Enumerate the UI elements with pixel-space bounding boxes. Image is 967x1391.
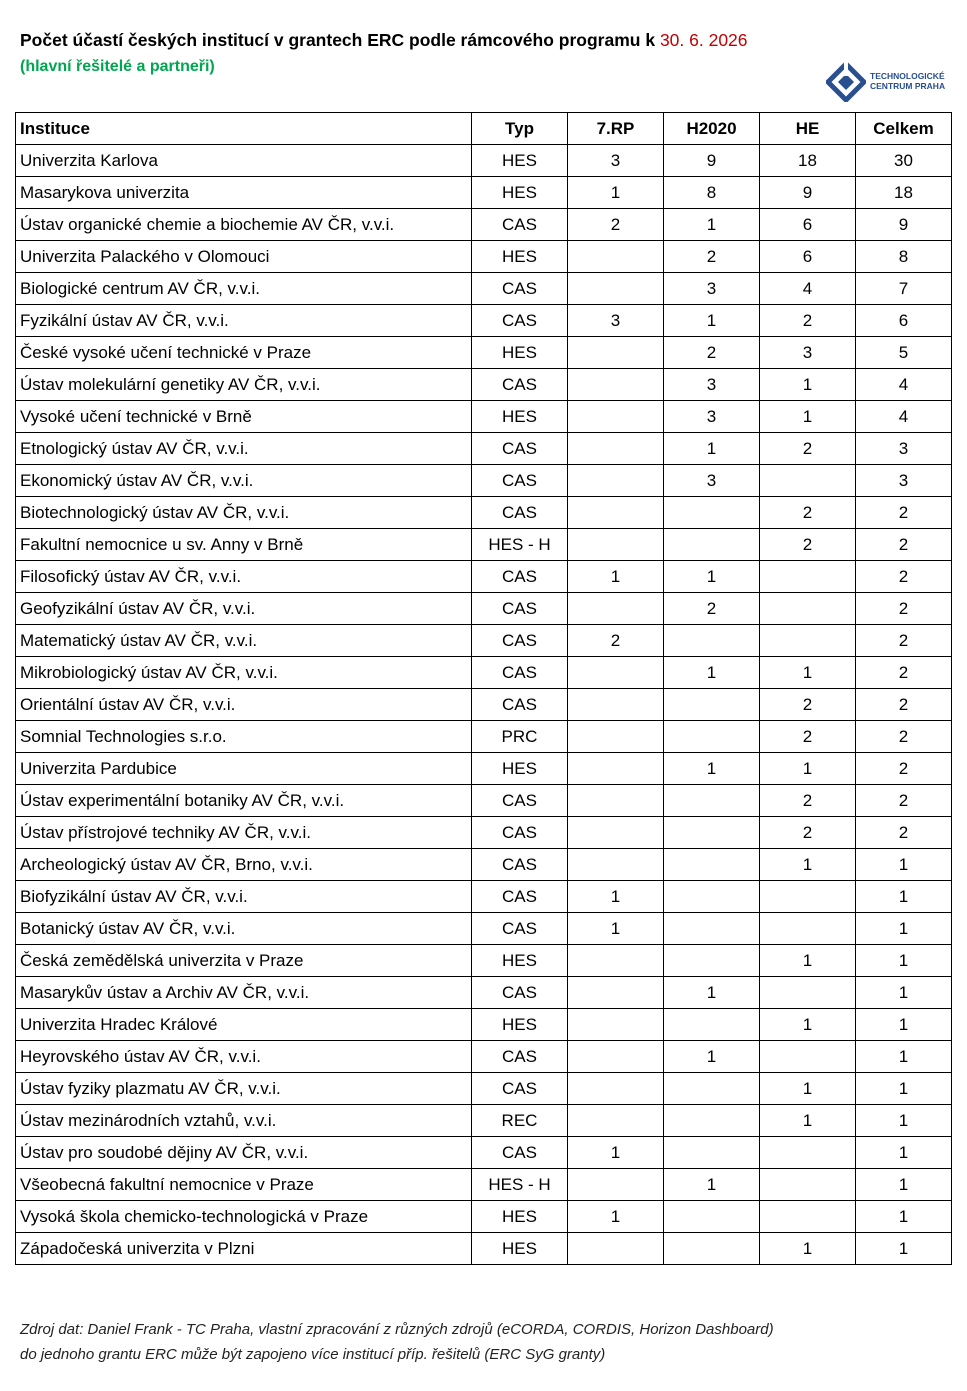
cell-7rp: [568, 785, 664, 817]
cell-celkem: 2: [856, 817, 952, 849]
cell-he: 2: [760, 785, 856, 817]
cell-h2020: [664, 625, 760, 657]
cell-he: 1: [760, 849, 856, 881]
cell-instituce: Biologické centrum AV ČR, v.v.i.: [16, 273, 472, 305]
cell-typ: HES: [472, 1009, 568, 1041]
cell-celkem: 2: [856, 657, 952, 689]
cell-he: [760, 1137, 856, 1169]
cell-typ: CAS: [472, 433, 568, 465]
cell-7rp: [568, 689, 664, 721]
cell-h2020: 9: [664, 145, 760, 177]
cell-h2020: [664, 913, 760, 945]
table-row: [16, 753, 952, 785]
cell-celkem: 1: [856, 1073, 952, 1105]
cell-celkem: 2: [856, 529, 952, 561]
cell-7rp: 3: [568, 305, 664, 337]
cell-celkem: 2: [856, 625, 952, 657]
table-row: [16, 529, 952, 561]
logo-line-1: TECHNOLOGICKÉ: [870, 71, 945, 81]
cell-7rp: [568, 369, 664, 401]
cell-instituce: Vysoké učení technické v Brně: [16, 401, 472, 433]
cell-typ: CAS: [472, 465, 568, 497]
cell-instituce: Univerzita Pardubice: [16, 753, 472, 785]
cell-h2020: [664, 497, 760, 529]
cell-7rp: 1: [568, 177, 664, 209]
table-header-row: [16, 113, 952, 145]
cell-h2020: 1: [664, 977, 760, 1009]
table-row: [16, 721, 952, 753]
cell-h2020: 3: [664, 465, 760, 497]
cell-he: [760, 593, 856, 625]
cell-typ: CAS: [472, 305, 568, 337]
cell-h2020: [664, 1201, 760, 1233]
table-row: [16, 689, 952, 721]
header-7rp: 7.RP: [568, 113, 664, 145]
cell-h2020: [664, 785, 760, 817]
cell-7rp: [568, 1009, 664, 1041]
cell-instituce: Ústav experimentální botaniky AV ČR, v.v.i.: [16, 785, 472, 817]
cell-h2020: 1: [664, 753, 760, 785]
cell-typ: CAS: [472, 273, 568, 305]
cell-instituce: Biotechnologický ústav AV ČR, v.v.i.: [16, 497, 472, 529]
cell-h2020: 1: [664, 433, 760, 465]
cell-celkem: 2: [856, 689, 952, 721]
cell-h2020: [664, 817, 760, 849]
cell-h2020: [664, 849, 760, 881]
cell-typ: CAS: [472, 561, 568, 593]
cell-7rp: [568, 241, 664, 273]
cell-typ: PRC: [472, 721, 568, 753]
cell-7rp: 3: [568, 145, 664, 177]
cell-7rp: [568, 497, 664, 529]
cell-h2020: 3: [664, 273, 760, 305]
table-row: [16, 593, 952, 625]
cell-typ: HES - H: [472, 1169, 568, 1201]
source-note: Zdroj dat: Daniel Frank - TC Praha, vlastní zpracování z různých zdrojů (eCORDA, CORDIS, Horizon Dashboard): [20, 1321, 774, 1338]
cell-celkem: 1: [856, 913, 952, 945]
header-celkem: Celkem: [856, 113, 952, 145]
cell-7rp: [568, 433, 664, 465]
table-row: [16, 401, 952, 433]
cell-celkem: 2: [856, 593, 952, 625]
cell-instituce: Univerzita Hradec Králové: [16, 1009, 472, 1041]
cell-he: 2: [760, 497, 856, 529]
cell-he: 1: [760, 1105, 856, 1137]
cell-he: 2: [760, 433, 856, 465]
table-row: [16, 465, 952, 497]
cell-typ: CAS: [472, 881, 568, 913]
cell-7rp: [568, 753, 664, 785]
cell-he: 2: [760, 305, 856, 337]
cell-celkem: 9: [856, 209, 952, 241]
table-row: [16, 433, 952, 465]
cell-instituce: Somnial Technologies s.r.o.: [16, 721, 472, 753]
cell-he: 1: [760, 369, 856, 401]
cell-instituce: Univerzita Karlova: [16, 145, 472, 177]
cell-h2020: 1: [664, 305, 760, 337]
cell-h2020: 2: [664, 241, 760, 273]
cell-celkem: 6: [856, 305, 952, 337]
cell-he: 1: [760, 1233, 856, 1265]
cell-instituce: Západočeská univerzita v Plzni: [16, 1233, 472, 1265]
cell-h2020: [664, 721, 760, 753]
cell-instituce: Etnologický ústav AV ČR, v.v.i.: [16, 433, 472, 465]
cell-typ: HES - H: [472, 529, 568, 561]
logo-text: [870, 71, 945, 91]
cell-celkem: 7: [856, 273, 952, 305]
cell-h2020: [664, 1137, 760, 1169]
cell-instituce: Ekonomický ústav AV ČR, v.v.i.: [16, 465, 472, 497]
cell-instituce: Ústav mezinárodních vztahů, v.v.i.: [16, 1105, 472, 1137]
cell-7rp: [568, 273, 664, 305]
cell-typ: HES: [472, 753, 568, 785]
cell-typ: CAS: [472, 785, 568, 817]
cell-he: [760, 465, 856, 497]
cell-7rp: [568, 1105, 664, 1137]
cell-he: [760, 913, 856, 945]
cell-he: 1: [760, 945, 856, 977]
cell-typ: CAS: [472, 689, 568, 721]
cell-celkem: 4: [856, 369, 952, 401]
cell-instituce: Masarykův ústav a Archiv AV ČR, v.v.i.: [16, 977, 472, 1009]
cell-instituce: Ústav fyziky plazmatu AV ČR, v.v.i.: [16, 1073, 472, 1105]
multi-institution-note: do jednoho grantu ERC může být zapojeno více institucí příp. řešitelů (ERC SyG granty): [20, 1346, 606, 1363]
cell-instituce: Vysoká škola chemicko-technologická v Praze: [16, 1201, 472, 1233]
table-row: [16, 881, 952, 913]
cell-instituce: Archeologický ústav AV ČR, Brno, v.v.i.: [16, 849, 472, 881]
cell-h2020: [664, 529, 760, 561]
cell-instituce: Fyzikální ústav AV ČR, v.v.i.: [16, 305, 472, 337]
cell-he: [760, 881, 856, 913]
cell-typ: CAS: [472, 593, 568, 625]
cell-h2020: 1: [664, 1041, 760, 1073]
title-date: 30. 6. 2026: [659, 30, 748, 50]
cell-typ: HES: [472, 1201, 568, 1233]
table-row: [16, 561, 952, 593]
cell-he: [760, 561, 856, 593]
table-row: [16, 977, 952, 1009]
cell-7rp: [568, 337, 664, 369]
table-row: [16, 849, 952, 881]
cell-7rp: [568, 817, 664, 849]
table-row: [16, 1073, 952, 1105]
cell-typ: CAS: [472, 1041, 568, 1073]
cell-celkem: 2: [856, 721, 952, 753]
cell-instituce: Orientální ústav AV ČR, v.v.i.: [16, 689, 472, 721]
table-row: [16, 497, 952, 529]
cell-celkem: 1: [856, 1169, 952, 1201]
cell-celkem: 2: [856, 561, 952, 593]
cell-typ: REC: [472, 1105, 568, 1137]
cell-7rp: [568, 721, 664, 753]
cell-he: [760, 1041, 856, 1073]
cell-7rp: [568, 1233, 664, 1265]
cell-instituce: Botanický ústav AV ČR, v.v.i.: [16, 913, 472, 945]
cell-instituce: Matematický ústav AV ČR, v.v.i.: [16, 625, 472, 657]
table-row: [16, 625, 952, 657]
table-row: [16, 177, 952, 209]
page-title: [20, 30, 748, 51]
cell-instituce: Ústav přístrojové techniky AV ČR, v.v.i.: [16, 817, 472, 849]
cell-he: 2: [760, 817, 856, 849]
table-row: [16, 145, 952, 177]
cell-7rp: 2: [568, 625, 664, 657]
cell-instituce: Geofyzikální ústav AV ČR, v.v.i.: [16, 593, 472, 625]
cell-7rp: [568, 1073, 664, 1105]
cell-h2020: [664, 881, 760, 913]
cell-instituce: Biofyzikální ústav AV ČR, v.v.i.: [16, 881, 472, 913]
cell-typ: HES: [472, 177, 568, 209]
cell-7rp: [568, 1041, 664, 1073]
table-row: [16, 305, 952, 337]
cell-h2020: 8: [664, 177, 760, 209]
cell-h2020: 2: [664, 593, 760, 625]
cell-h2020: 1: [664, 1169, 760, 1201]
cell-7rp: [568, 1169, 664, 1201]
cell-celkem: 2: [856, 785, 952, 817]
cell-he: 6: [760, 209, 856, 241]
cell-typ: HES: [472, 945, 568, 977]
cell-7rp: [568, 529, 664, 561]
cell-he: 4: [760, 273, 856, 305]
title-main: Počet účastí českých institucí v grantech ERC podle rámcového programu k: [20, 30, 656, 50]
header-instituce: Instituce: [16, 113, 472, 145]
cell-typ: HES: [472, 337, 568, 369]
cell-instituce: Filosofický ústav AV ČR, v.v.i.: [16, 561, 472, 593]
cell-typ: CAS: [472, 1073, 568, 1105]
cell-he: 1: [760, 753, 856, 785]
cell-instituce: Česká zemědělská univerzita v Praze: [16, 945, 472, 977]
cell-celkem: 1: [856, 1041, 952, 1073]
cell-he: [760, 1201, 856, 1233]
cell-typ: HES: [472, 241, 568, 273]
table-row: [16, 273, 952, 305]
table-row: [16, 1201, 952, 1233]
cell-typ: HES: [472, 401, 568, 433]
cell-7rp: [568, 401, 664, 433]
cell-instituce: České vysoké učení technické v Praze: [16, 337, 472, 369]
cell-celkem: 3: [856, 465, 952, 497]
cell-h2020: 3: [664, 369, 760, 401]
cell-typ: CAS: [472, 625, 568, 657]
cell-celkem: 8: [856, 241, 952, 273]
cell-h2020: [664, 689, 760, 721]
cell-typ: HES: [472, 1233, 568, 1265]
cell-typ: CAS: [472, 1137, 568, 1169]
tc-logo-icon: [826, 62, 866, 102]
cell-7rp: 1: [568, 881, 664, 913]
cell-7rp: 2: [568, 209, 664, 241]
cell-celkem: 3: [856, 433, 952, 465]
cell-h2020: [664, 1105, 760, 1137]
cell-instituce: Ústav organické chemie a biochemie AV ČR, v.v.i.: [16, 209, 472, 241]
table-row: [16, 785, 952, 817]
cell-h2020: 2: [664, 337, 760, 369]
cell-instituce: Mikrobiologický ústav AV ČR, v.v.i.: [16, 657, 472, 689]
page-subtitle: (hlavní řešitelé a partneři): [20, 58, 215, 75]
header-typ: Typ: [472, 113, 568, 145]
cell-7rp: [568, 849, 664, 881]
cell-he: 1: [760, 1073, 856, 1105]
cell-instituce: Heyrovského ústav AV ČR, v.v.i.: [16, 1041, 472, 1073]
cell-h2020: 1: [664, 657, 760, 689]
cell-7rp: 1: [568, 561, 664, 593]
cell-7rp: [568, 945, 664, 977]
header-he: HE: [760, 113, 856, 145]
cell-celkem: 1: [856, 1105, 952, 1137]
table-row: [16, 1009, 952, 1041]
cell-celkem: 30: [856, 145, 952, 177]
cell-7rp: [568, 593, 664, 625]
cell-instituce: Ústav pro soudobé dějiny AV ČR, v.v.i.: [16, 1137, 472, 1169]
cell-h2020: [664, 945, 760, 977]
cell-h2020: 1: [664, 561, 760, 593]
cell-typ: CAS: [472, 497, 568, 529]
cell-he: [760, 1169, 856, 1201]
cell-typ: CAS: [472, 849, 568, 881]
cell-he: 2: [760, 721, 856, 753]
cell-celkem: 1: [856, 977, 952, 1009]
table-row: [16, 945, 952, 977]
cell-typ: CAS: [472, 369, 568, 401]
cell-he: 2: [760, 689, 856, 721]
table-row: [16, 1041, 952, 1073]
cell-instituce: Fakultní nemocnice u sv. Anny v Brně: [16, 529, 472, 561]
cell-h2020: [664, 1009, 760, 1041]
table-row: [16, 369, 952, 401]
cell-he: 3: [760, 337, 856, 369]
cell-he: 1: [760, 657, 856, 689]
cell-instituce: Všeobecná fakultní nemocnice v Praze: [16, 1169, 472, 1201]
table-row: [16, 913, 952, 945]
cell-h2020: [664, 1233, 760, 1265]
cell-celkem: 1: [856, 1009, 952, 1041]
cell-typ: CAS: [472, 657, 568, 689]
table-row: [16, 1137, 952, 1169]
table-row: [16, 817, 952, 849]
cell-he: 1: [760, 401, 856, 433]
cell-typ: HES: [472, 145, 568, 177]
table-row: [16, 657, 952, 689]
cell-he: 1: [760, 1009, 856, 1041]
cell-celkem: 1: [856, 1233, 952, 1265]
cell-7rp: 1: [568, 913, 664, 945]
cell-h2020: [664, 1073, 760, 1105]
cell-7rp: 1: [568, 1137, 664, 1169]
cell-he: 18: [760, 145, 856, 177]
cell-instituce: Masarykova univerzita: [16, 177, 472, 209]
cell-celkem: 4: [856, 401, 952, 433]
header-h2020: H2020: [664, 113, 760, 145]
table-row: [16, 209, 952, 241]
cell-h2020: 1: [664, 209, 760, 241]
table-row: [16, 337, 952, 369]
cell-7rp: [568, 465, 664, 497]
cell-typ: CAS: [472, 209, 568, 241]
cell-h2020: 3: [664, 401, 760, 433]
cell-typ: CAS: [472, 817, 568, 849]
cell-he: [760, 625, 856, 657]
tc-praha-logo: [826, 62, 956, 102]
cell-celkem: 1: [856, 881, 952, 913]
cell-7rp: 1: [568, 1201, 664, 1233]
table-row: [16, 1169, 952, 1201]
cell-he: 6: [760, 241, 856, 273]
table-row: [16, 241, 952, 273]
table-row: [16, 1233, 952, 1265]
cell-7rp: [568, 657, 664, 689]
cell-he: [760, 977, 856, 1009]
cell-instituce: Ústav molekulární genetiky AV ČR, v.v.i.: [16, 369, 472, 401]
erc-participations-table: [15, 112, 952, 1265]
cell-celkem: 1: [856, 1137, 952, 1169]
cell-celkem: 2: [856, 497, 952, 529]
cell-celkem: 1: [856, 945, 952, 977]
cell-he: 2: [760, 529, 856, 561]
cell-instituce: Univerzita Palackého v Olomouci: [16, 241, 472, 273]
cell-typ: CAS: [472, 913, 568, 945]
cell-celkem: 1: [856, 1201, 952, 1233]
cell-7rp: [568, 977, 664, 1009]
cell-celkem: 2: [856, 753, 952, 785]
cell-he: 9: [760, 177, 856, 209]
table-row: [16, 1105, 952, 1137]
logo-line-2: CENTRUM PRAHA: [870, 81, 946, 91]
cell-celkem: 5: [856, 337, 952, 369]
cell-celkem: 18: [856, 177, 952, 209]
cell-typ: CAS: [472, 977, 568, 1009]
cell-celkem: 1: [856, 849, 952, 881]
